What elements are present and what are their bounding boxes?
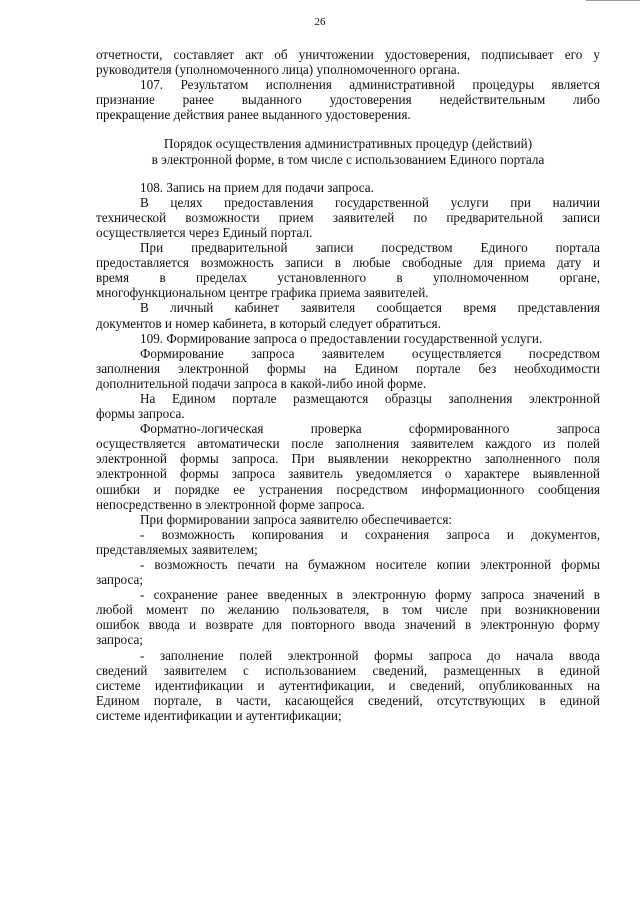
paragraph-106-tail	[96, 47, 600, 77]
list-item-autofill	[96, 648, 600, 723]
list-item-print	[96, 557, 600, 587]
text-line: непосредственно в электронной форме запроса.	[96, 496, 365, 512]
text-line: запроса;	[96, 632, 143, 648]
page-number: 26	[314, 16, 326, 28]
paragraph-109-title: 109. Формирование запроса о предоставлении государственной услуги.	[140, 330, 543, 346]
text-line: - возможность печати на бумажном носителе копии электронной формы	[140, 557, 600, 572]
list-item-copy-save	[96, 527, 600, 557]
text-line: Формирование запроса заявителем осуществляется посредством	[140, 345, 600, 361]
text-line: многофункциональном центре графика приема заявителей.	[96, 285, 429, 301]
text-line: запроса;	[96, 572, 143, 588]
heading-line: Порядок осуществления административных процедур (действий)	[163, 136, 533, 152]
text-line: отчетности, составляет акт об уничтожении удостоверения, подписывает его у	[96, 47, 600, 62]
text-line: формы запроса.	[96, 406, 185, 422]
text-line: При предварительной записи посредством Единого портала	[140, 240, 600, 256]
text-line: электронной формы запроса. При выявлении некорректно заполненного поля	[96, 451, 600, 467]
text-line: Едином портале, в части, касающейся сведений, отсутствующих в единой	[96, 692, 600, 708]
paragraph-109-b	[96, 391, 600, 421]
text-line: осуществляется через Единый портал.	[96, 224, 313, 240]
text-line: - сохранение ранее введенных в электронную форму запроса значений в	[140, 587, 600, 603]
text-line: Форматно-логическая проверка сформированного запроса	[140, 421, 600, 437]
text-line: В личный кабинет заявителя сообщается время представления	[140, 300, 600, 316]
text-line: В целях предоставления государственной услуги при наличии	[140, 194, 600, 210]
text-line: руководителя (уполномоченного лица) уполномоченного органа.	[96, 62, 460, 78]
text-line: предоставляется возможность записи в любые свободные для приема дату и	[96, 255, 600, 271]
document-body	[96, 47, 600, 723]
paragraph-109-d: При формировании запроса заявителю обеспечивается:	[140, 511, 453, 527]
section-heading	[96, 136, 600, 166]
text-line: дополнительной подачи запроса в какой-либо иной форме.	[96, 375, 427, 391]
top-edge-mark	[586, 0, 640, 1]
text-line: технической возможности прием заявителей по предварительной записи	[96, 209, 600, 225]
text-line: системе идентификации и аутентификации, и сведений, опубликованных на	[96, 677, 600, 693]
paragraph-108-c	[96, 300, 600, 330]
paragraph-109-c	[96, 421, 600, 512]
text-line: На Едином портале размещаются образцы заполнения электронной	[140, 390, 600, 406]
text-line: признание ранее выданного удостоверения недействительным либо	[96, 92, 600, 108]
text-line: прекращение действия ранее выданного удостоверения.	[96, 107, 411, 123]
text-line: системе идентификации и аутентификации;	[96, 707, 342, 723]
text-line: - заполнение полей электронной формы запроса до начала ввода	[140, 647, 600, 663]
paragraph-107	[96, 77, 600, 122]
text-line: заполнения электронной формы на Едином портале без необходимости	[96, 360, 600, 376]
heading-line: в электронной форме, в том числе с использованием Единого портала	[151, 151, 545, 167]
paragraph-108-title: 108. Запись на прием для подачи запроса.	[140, 179, 374, 195]
paragraph-109-a	[96, 346, 600, 391]
text-line: любой момент по желанию пользователя, в том числе при возникновении	[96, 602, 600, 618]
text-line: ошибок ввода и возврате для повторного ввода значений в электронную форму	[96, 617, 600, 633]
text-line: документов и номер кабинета, в который следует обратиться.	[96, 315, 441, 331]
text-line: ошибки и порядке ее устранения посредством информационного сообщения	[96, 481, 600, 497]
text-line: осуществляется автоматически после заполнения заявителем каждого из полей	[96, 436, 600, 452]
paragraph-108-a	[96, 195, 600, 240]
text-line: электронной формы запроса заявитель уведомляется о характере выявленной	[96, 466, 600, 482]
paragraph-108-b	[96, 240, 600, 300]
text-line: время в пределах установленного в уполномоченном органе,	[96, 270, 600, 286]
text-line: 107. Результатом исполнения административной процедуры является	[140, 77, 600, 93]
text-line: представляемых заявителем;	[96, 541, 258, 557]
list-item-save-values	[96, 587, 600, 647]
text-line: сведений заявителем с использованием сведений, размещенных в единой	[96, 662, 600, 678]
text-line: - возможность копирования и сохранения запроса и документов,	[140, 526, 600, 542]
